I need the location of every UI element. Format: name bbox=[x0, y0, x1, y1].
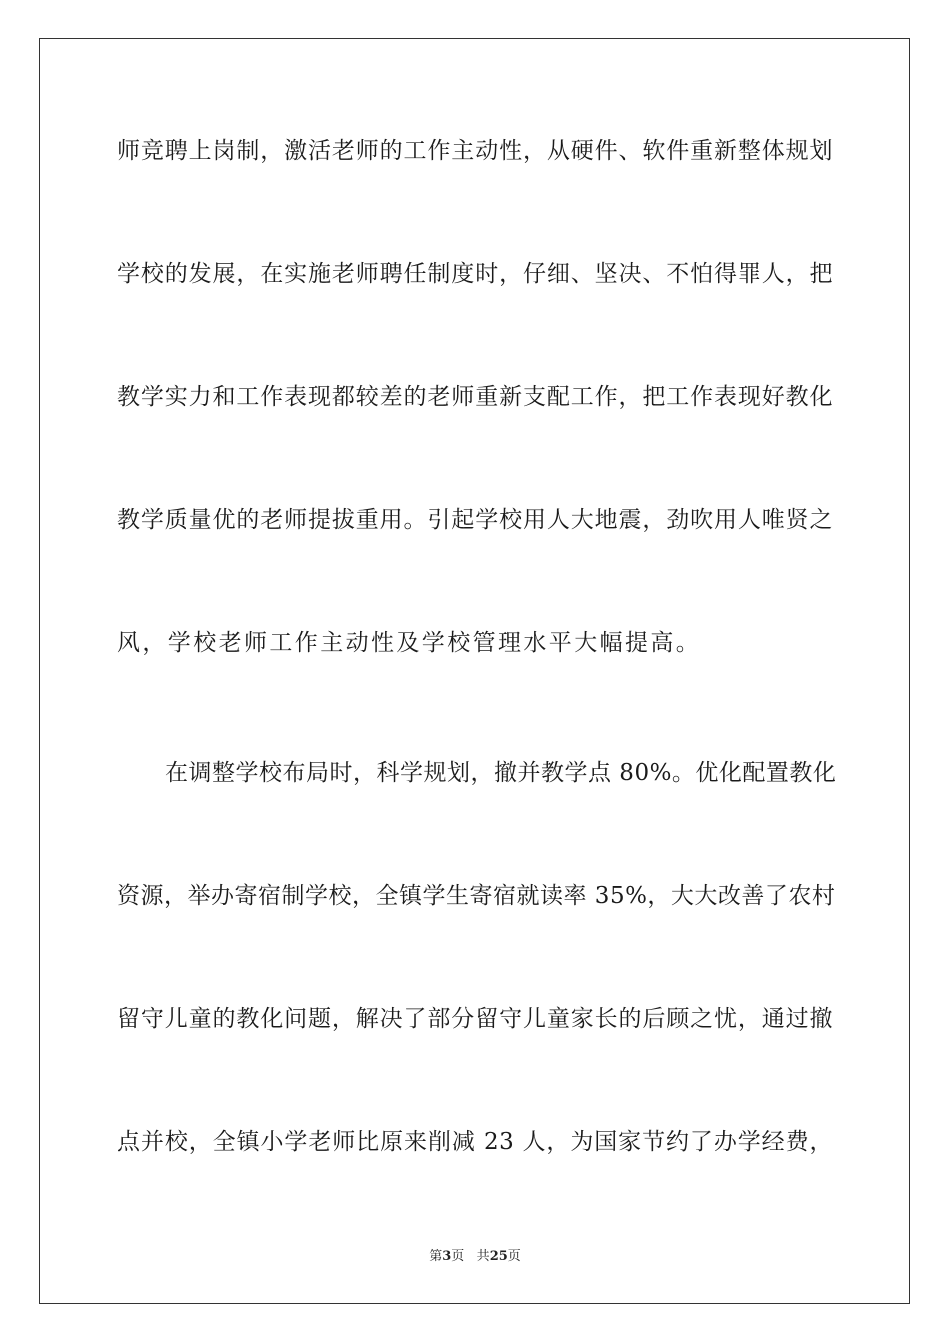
body-line-7: 资源，举办寄宿制学校，全镇学生寄宿就读率 35%，大大改善了农村 bbox=[117, 883, 836, 909]
total-pages: 25 bbox=[489, 1249, 508, 1264]
body-line-3: 教学实力和工作表现都较差的老师重新支配工作，把工作表现好教化 bbox=[117, 384, 833, 410]
body-line-9: 点并校，全镇小学老师比原来削减 23 人，为国家节约了办学经费， bbox=[117, 1129, 833, 1155]
page-border bbox=[39, 38, 910, 1304]
total-prefix: 共 bbox=[476, 1249, 490, 1264]
body-line-4: 教学质量优的老师提拔重用。引起学校用人大地震，劲吹用人唯贤之 bbox=[117, 507, 833, 533]
total-suffix: 页 bbox=[507, 1249, 521, 1264]
body-line-5: 风，学校老师工作主动性及学校管理水平大幅提高。 bbox=[117, 630, 702, 656]
page-footer bbox=[0, 1248, 950, 1266]
page-suffix: 页 bbox=[451, 1249, 465, 1264]
page-prefix: 第 bbox=[429, 1249, 443, 1264]
body-line-8: 留守儿童的教化问题，解决了部分留守儿童家长的后顾之忧，通过撤 bbox=[117, 1006, 833, 1032]
body-line-1: 师竞聘上岗制，激活老师的工作主动性，从硬件、软件重新整体规划 bbox=[117, 138, 833, 164]
page-number: 3 bbox=[442, 1249, 452, 1264]
body-line-2: 学校的发展，在实施老师聘任制度时，仔细、坚决、不怕得罪人，把 bbox=[117, 261, 833, 287]
body-line-6: 在调整学校布局时，科学规划，撤并教学点 80%。优化配置教化 bbox=[165, 760, 837, 786]
